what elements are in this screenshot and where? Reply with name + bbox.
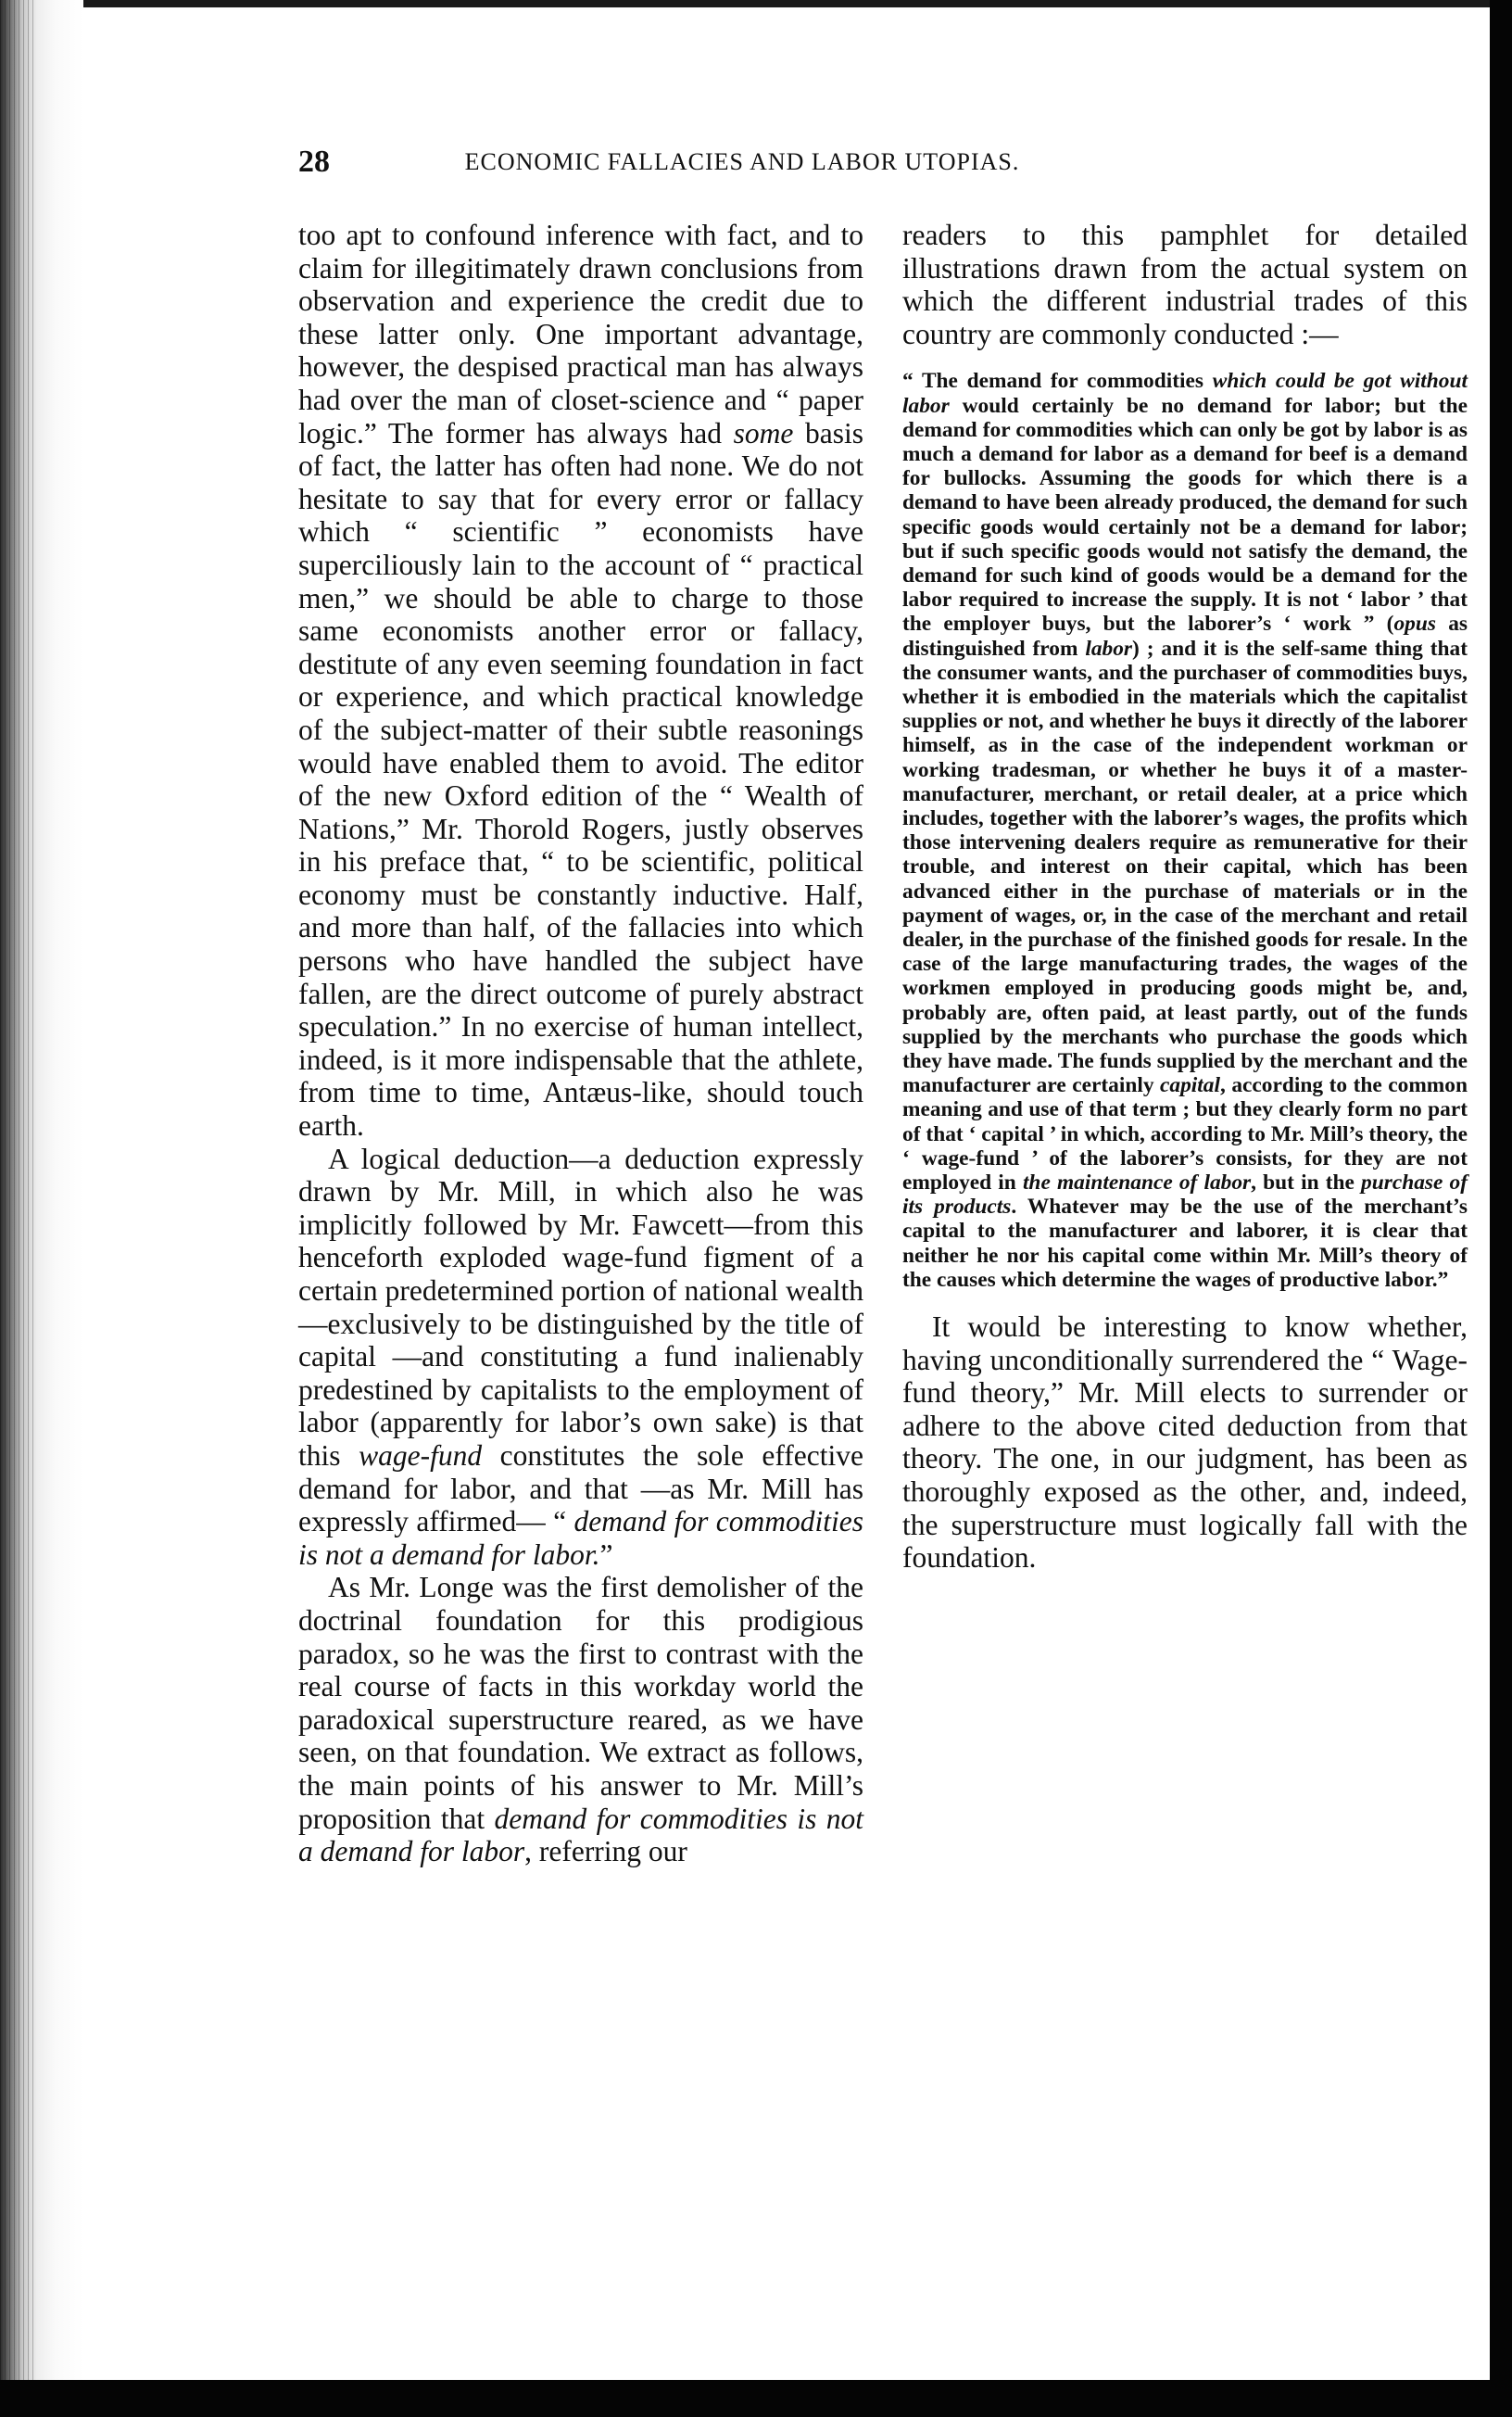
scan-border-bottom — [0, 2380, 1512, 2417]
left-column — [298, 219, 863, 1868]
scan-border-right — [1490, 0, 1512, 2417]
scan-border-top — [0, 0, 1512, 7]
right-column — [902, 219, 1468, 1575]
book-gutter-page-edges — [0, 0, 37, 2380]
paragraph: too apt to confound inference with fact, and to claim for illegitimately drawn conclusions from observation and experience the credit due to these latter only. One important advantage, however, the despised practical man has always had over the man of closet-science and “ paper logic.” The former has always had some basis of fact, the latter has often had none. We do not hesitate to say that for every error or fallacy which “ scientific ” economists have superciliously lain to the account of “ practical men,” we should be able to charge to those same economists another error or fallacy, destitute of any even seeming foundation in fact or experience, and which practical knowledge of the subject-matter of their subtle reasonings would have enabled them to avoid. The editor of the new Oxford edition of the “ Wealth of Nations,” Mr. Thorold Rogers, justly observes in his preface that, “ to be scientific, political economy must be constantly inductive. Half, and more than half, of the fallacies into which persons who have handled the subject have fallen, are the direct outcome of purely abstract speculation.” In no exercise of human intellect, indeed, is it more indispensable that the athlete, from time to time, Antæus-like, should touch earth. — [298, 219, 863, 1143]
paragraph: As Mr. Longe was the first demolisher of the doctrinal foundation for this prodigious paradox, so he was the first to contrast with the real course of facts in this workday world the paradoxical superstructure reared, as we have seen, on that foundation. We extract as follows, the main points of his answer to Mr. Mill’s proposition that demand for commodities is not a demand for labor, referring our — [298, 1571, 863, 1868]
paragraph: A logical deduction—a deduction expressly drawn by Mr. Mill, in which also he was implicitly followed by Mr. Fawcett—from this henceforth exploded wage-fund figment of a certain predetermined portion of national wealth—exclusively to be distinguished by the title of capital —and constituting a fund inalienably predestined by capitalists to the employment of labor (apparently for labor’s own sake) is that this wage-fund constitutes the sole effective demand for labor, and that —as Mr. Mill has expressly affirmed— “ demand for commodities is not a demand for labor.” — [298, 1142, 863, 1571]
paragraph: readers to this pamphlet for detailed illustrations drawn from the actual system on which the different industrial trades of this country are commonly conducted :— — [902, 219, 1468, 350]
block-quote: “ The demand for commodities which could be got without labor would certainly be no demand for labor; but the demand for commodities which can only be got by labor is as much a demand for labor as a demand for beef is a demand for bullocks. Assuming the goods for which there is a demand to have been already produced, the demand for such specific goods would certainly not be a demand for labor; but if such specific goods would not satisfy the demand, the demand for such kind of goods would be a demand for the labor required to increase the supply. It is not ‘ labor ’ that the employer buys, but the laborer’s ‘ work ” (opus as distinguished from labor) ; and it is the self-same thing that the consumer wants, and the purchaser of commodities buys, whether it is embodied in the materials which the capitalist supplies or not, and whether he buys it directly of the laborer himself, as in the case of the independent workman or working tradesman, or whether he buys it of a master-manufacturer, merchant, or retail dealer, at a price which includes, together with the laborer’s wages, the profits which those intervening dealers require as remunerative for their trouble, and interest on their capital, which has been advanced either in the purchase of materials or in the payment of wages, or, in the case of the merchant and retail dealer, in the purchase of the finished goods for resale. In the case of the large manufacturing trades, the wages of the workmen employed in producing goods might be, and, probably are, often paid, at least partly, out of the funds supplied by the merchants who purchase the goods which they have made. The funds supplied by the merchant and the manufacturer are certainly capital, according to the common meaning and use of that term ; but they clearly form no part of that ‘ capital ’ in which, according to Mr. Mill’s theory, the ‘ wage-fund ’ of the laborer’s consists, for they are not employed in the maintenance of labor, but in the purchase of its products. Whatever may be the use of the merchant’s capital to the manufacturer and laborer, it is clear that neither he nor his capital come within Mr. Mill’s theory of the causes which determine the wages of productive labor.” — [902, 369, 1468, 1292]
running-title: ECONOMIC FALLACIES AND LABOR UTOPIAS. — [464, 148, 1020, 175]
paragraph: It would be interesting to know whether, having unconditionally surrendered the “ Wage-fund theory,” Mr. Mill elects to surrender or adhere to the above cited deduction from that theory. The one, in our judgment, has been as thoroughly exposed as the other, and, indeed, the superstructure must logically fall with the foundation. — [902, 1310, 1468, 1575]
page-number: 28 — [298, 145, 330, 179]
